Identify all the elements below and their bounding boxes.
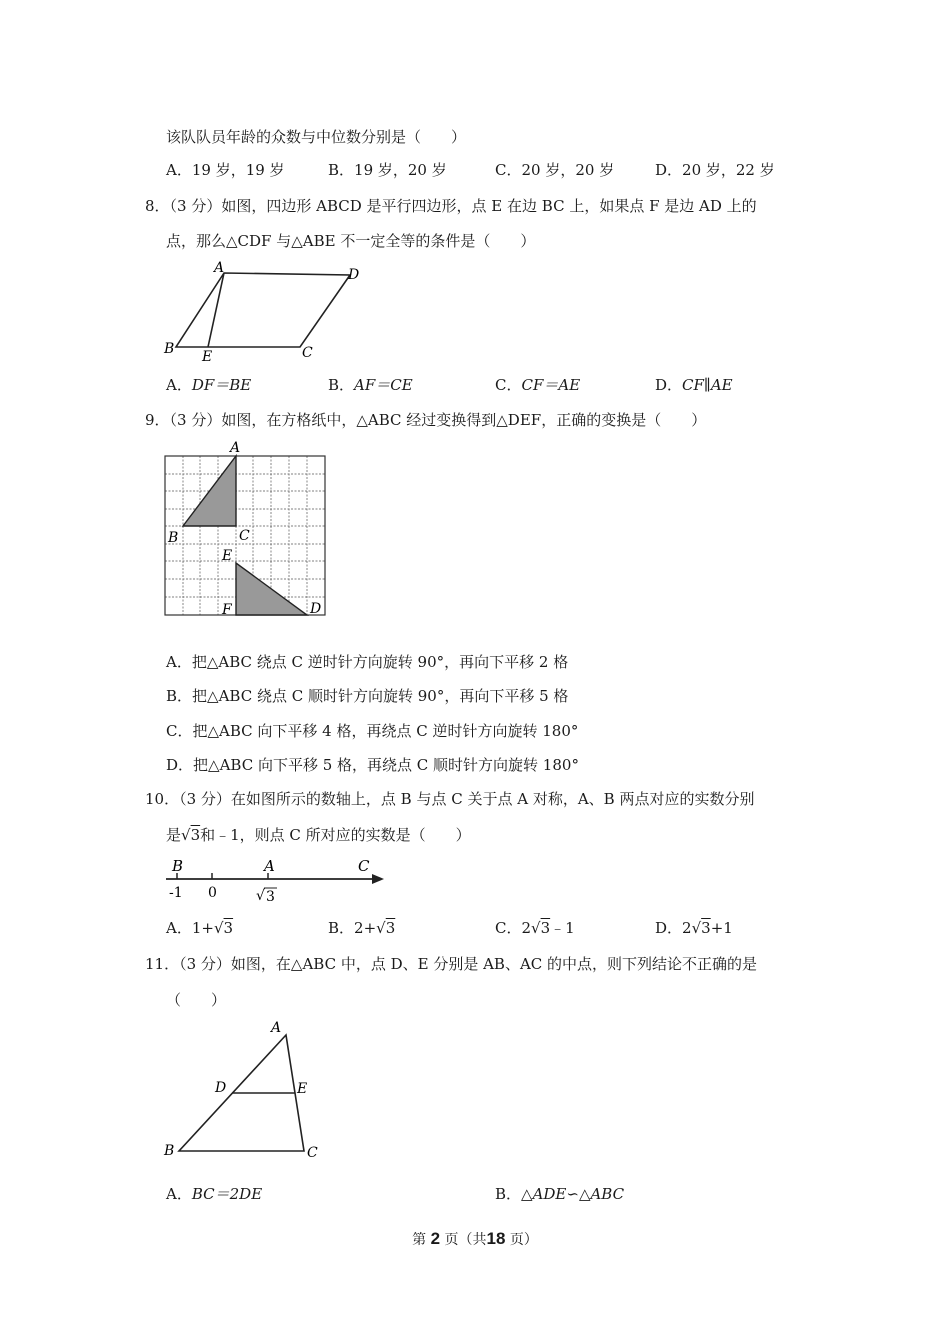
q10-option-c: C．2√3﹣1 — [495, 919, 575, 937]
q8-option-c: C．CF＝AE — [495, 376, 581, 394]
q9-grid-figure — [160, 436, 335, 621]
q8-option-b: B．AF＝CE — [328, 376, 413, 394]
label-c: C — [302, 345, 313, 361]
q8-option-a: A．DF＝BE — [166, 376, 252, 394]
q7-stem-tail: 该队队员年龄的众数与中位数分别是（ ） — [166, 128, 467, 146]
q8-stem-line2: 点，那么△CDF 与△ABE 不一定全等的条件是（ ） — [166, 232, 536, 250]
q11-option-b: B．△ADE∽△ABC — [495, 1185, 625, 1203]
q7-option-d: D．20 岁，22 岁 — [655, 161, 775, 179]
label-a: A — [230, 440, 241, 456]
radical-sign: √ — [256, 888, 265, 904]
label-b: B — [168, 530, 179, 546]
label-neg1: -1 — [169, 885, 183, 901]
total-pages: 18 — [486, 1229, 506, 1248]
q11-stem-line2: （ ） — [166, 991, 227, 1009]
axis-arrow — [372, 874, 384, 884]
q10-option-a: A．1+√3 — [166, 919, 234, 937]
label-d: D — [348, 267, 360, 283]
q7-option-b: B．19 岁，20 岁 — [328, 161, 447, 179]
label-e: E — [297, 1081, 308, 1097]
label-a: A — [214, 260, 225, 276]
label-b: B — [164, 341, 175, 357]
label-b: B — [164, 1143, 175, 1159]
q11-triangle-figure — [160, 1015, 330, 1165]
q8-stem-line1: 8．（3 分）如图，四边形 ABCD 是平行四边形，点 E 在边 BC 上，如果点 F 是边 AD 上的 — [145, 197, 757, 215]
label-a: A — [264, 857, 275, 875]
q7-option-c: C．20 岁，20 岁 — [495, 161, 615, 179]
label-d: D — [215, 1080, 227, 1096]
q8-option-d: D．CF∥AE — [655, 376, 733, 394]
label-c: C — [307, 1145, 318, 1161]
q11-option-a: A．BC＝2DE — [166, 1185, 263, 1203]
q9-option-d: D．把△ABC 向下平移 5 格，再绕点 C 顺时针方向旋转 180° — [166, 756, 579, 774]
q8-parallelogram-figure — [160, 258, 370, 368]
label-zero: 0 — [208, 885, 217, 901]
triangle-def — [236, 563, 307, 615]
q9-option-a: A．把△ABC 绕点 C 逆时针方向旋转 90°，再向下平移 2 格 — [166, 653, 569, 671]
label-b: B — [172, 857, 184, 875]
q10-number-line-figure — [160, 855, 390, 907]
q9-option-b: B．把△ABC 绕点 C 顺时针方向旋转 90°，再向下平移 5 格 — [166, 687, 569, 705]
q10-stem-line1: 10．（3 分）在如图所示的数轴上，点 B 与点 C 关于点 A 对称，A、B 两点对应的实数分别 — [145, 790, 755, 808]
label-a: A — [271, 1020, 282, 1036]
label-c: C — [358, 857, 370, 875]
label-c: C — [239, 528, 250, 544]
label-sqrt3: 3 — [266, 889, 275, 905]
label-e: E — [202, 349, 213, 365]
label-f: F — [222, 602, 232, 618]
label-d: D — [310, 601, 322, 617]
q9-option-c: C．把△ABC 向下平移 4 格，再绕点 C 逆时针方向旋转 180° — [166, 722, 579, 740]
q9-stem: 9．（3 分）如图，在方格纸中，△ABC 经过变换得到△DEF，正确的变换是（ ） — [145, 411, 707, 429]
label-e: E — [222, 548, 233, 564]
q10-option-b: B．2+√3 — [328, 919, 396, 937]
q10-stem-line2: 是√3和﹣1，则点 C 所对应的实数是（ ） — [166, 826, 471, 844]
q11-stem-line1: 11．（3 分）如图，在△ABC 中，点 D、E 分别是 AB、AC 的中点，则下列结论不正确的是 — [145, 955, 758, 973]
parallelogram-abcd — [176, 273, 350, 347]
q10-option-d: D．2√3+1 — [655, 919, 733, 937]
page-footer: 第 2 页（共18 页） — [412, 1229, 538, 1248]
page-number: 2 — [430, 1229, 441, 1248]
q7-option-a: A．19 岁，19 岁 — [166, 161, 285, 179]
